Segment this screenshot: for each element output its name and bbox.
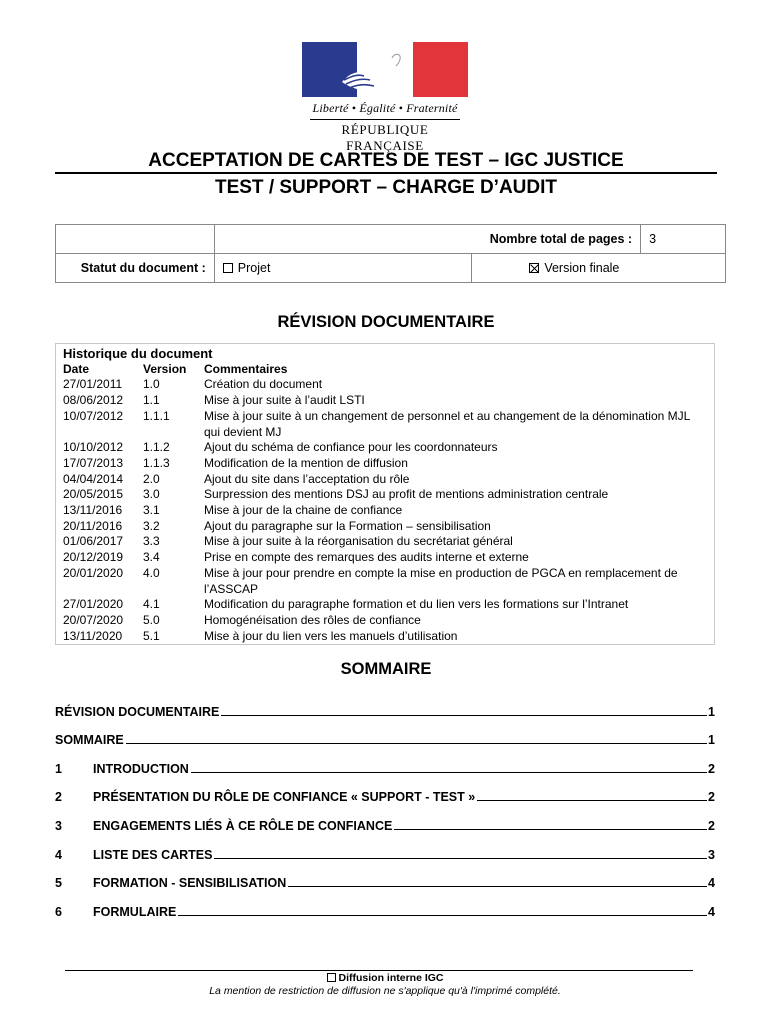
empty-cell — [56, 225, 215, 254]
column-header-date: Date — [63, 361, 90, 376]
history-date: 13/11/2016 — [63, 503, 123, 518]
history-comment: Ajout du site dans l’acceptation du rôle — [204, 471, 410, 486]
toc-leader-line — [394, 829, 707, 830]
history-title: Historique du document — [63, 346, 213, 361]
history-date: 10/10/2012 — [63, 440, 124, 455]
history-rows — [63, 377, 707, 644]
document-status-table — [55, 224, 726, 283]
history-row — [63, 487, 707, 503]
history-row — [63, 519, 707, 535]
toc-entry-number: 3 — [55, 818, 62, 833]
history-date: 20/01/2020 — [63, 565, 124, 580]
toc-leader-line — [214, 858, 707, 859]
diffusion-label: Diffusion interne IGC — [338, 972, 444, 984]
history-row — [63, 456, 707, 472]
toc-entry-page: 1 — [708, 704, 715, 719]
toc-entry[interactable] — [55, 776, 715, 805]
toc-entry[interactable] — [55, 833, 715, 862]
toc-entry-number: 6 — [55, 904, 62, 919]
history-row — [63, 629, 707, 645]
toc-entry-number: 1 — [55, 761, 62, 776]
history-version: 3.3 — [143, 534, 160, 549]
history-comment: Modification du paragraphe formation et du lien vers les formations sur l’Intranet — [204, 597, 629, 612]
history-comment: Modification de la mention de diffusion — [204, 455, 408, 470]
history-comment: Surpression des mentions DSJ au profit de mentions administration centrale — [204, 487, 609, 502]
republic-name: RÉPUBLIQUE FRANÇAISE — [341, 122, 429, 153]
history-version: 3.2 — [143, 518, 160, 533]
checkbox-unchecked-icon[interactable] — [223, 263, 233, 273]
history-row — [63, 440, 707, 456]
toc-entry-title[interactable]: ENGAGEMENTS LIÉS À CE RÔLE DE CONFIANCE — [93, 818, 393, 833]
history-version: 5.1 — [143, 628, 160, 643]
history-date: 20/05/2015 — [63, 487, 124, 502]
toc-entry-page: 1 — [708, 733, 715, 748]
toc-leader-line — [288, 886, 707, 887]
status-row — [56, 254, 726, 283]
toc-entry-title[interactable]: PRÉSENTATION DU RÔLE DE CONFIANCE « SUPPORT - TEST » — [93, 790, 476, 805]
history-date: 01/06/2017 — [63, 534, 124, 549]
history-date: 04/04/2014 — [63, 471, 124, 486]
motto-divider — [310, 119, 460, 120]
history-date: 20/07/2020 — [63, 612, 124, 627]
status-option-final[interactable] — [472, 254, 726, 283]
footer-divider — [65, 970, 693, 971]
history-row — [63, 613, 707, 629]
toc-entry-page: 4 — [708, 904, 715, 919]
history-comment: Mise à jour pour prendre en compte la mise en production de PGCA en remplacement de l’ASSCAP — [204, 565, 678, 596]
history-version: 4.1 — [143, 597, 160, 612]
toc-entry[interactable] — [55, 690, 715, 719]
toc-entry-title[interactable]: FORMULAIRE — [93, 904, 177, 919]
toc-entry-title[interactable]: FORMATION - SENSIBILISATION — [93, 876, 287, 891]
history-comment: Mise à jour suite à l’audit LSTI — [204, 393, 365, 408]
toc-entry-number: 4 — [55, 847, 62, 862]
history-version: 1.1.2 — [143, 440, 170, 455]
pages-label: Nombre total de pages : — [214, 225, 640, 254]
pages-value: 3 — [641, 225, 726, 254]
toc-entry[interactable] — [55, 804, 715, 833]
republique-francaise-logo — [302, 42, 468, 154]
checkbox-unchecked-icon — [327, 973, 336, 982]
history-version: 3.1 — [143, 503, 160, 518]
toc-entry-title[interactable]: LISTE DES CARTES — [93, 847, 213, 862]
history-comment: Mise à jour suite à la réorganisation du secrétariat général — [204, 534, 513, 549]
checkbox-checked-icon[interactable] — [529, 263, 539, 273]
history-row — [63, 550, 707, 566]
column-header-version: Version — [143, 361, 187, 376]
document-subtitle: TEST / SUPPORT – CHARGE D’AUDIT — [214, 177, 558, 198]
title-divider — [55, 172, 717, 174]
table-of-contents — [55, 690, 715, 919]
history-row — [63, 472, 707, 488]
history-date: 08/06/2012 — [63, 393, 124, 408]
history-comment: Prise en compte des remarques des audits interne et externe — [204, 550, 529, 565]
history-row — [63, 377, 707, 393]
history-header-row — [63, 362, 707, 378]
history-row — [63, 409, 707, 440]
history-version: 3.4 — [143, 550, 160, 565]
toc-entry-page: 4 — [708, 876, 715, 891]
revision-heading: RÉVISION DOCUMENTAIRE — [277, 313, 495, 331]
history-comment: Mise à jour du lien vers les manuels d’utilisation — [204, 628, 458, 643]
option-final-label: Version finale — [544, 261, 620, 275]
history-comment: Homogénéisation des rôles de confiance — [204, 612, 421, 627]
history-version: 3.0 — [143, 487, 160, 502]
history-row — [63, 503, 707, 519]
history-version: 2.0 — [143, 471, 160, 486]
tricolor-flag — [302, 42, 468, 97]
status-option-draft[interactable] — [214, 254, 472, 283]
history-row — [63, 566, 707, 597]
option-draft-label: Projet — [237, 261, 271, 275]
toc-entry-page: 2 — [708, 790, 715, 805]
history-version: 1.1.3 — [143, 455, 170, 470]
toc-entry[interactable] — [55, 747, 715, 776]
toc-leader-line — [477, 800, 707, 801]
history-comment: Mise à jour suite à un changement de personnel et au changement de la dénomination MJL qui devient MJ — [204, 408, 690, 439]
toc-entry-page: 2 — [708, 761, 715, 776]
diffusion-mention — [55, 972, 715, 984]
history-date: 17/07/2013 — [63, 455, 124, 470]
toc-leader-line — [191, 772, 707, 773]
diffusion-note: La mention de restriction de diffusion ne s'applique qu'à l'imprimé complété. — [209, 985, 561, 997]
history-comment: Création du document — [204, 377, 323, 392]
toc-entry-title[interactable]: RÉVISION DOCUMENTAIRE — [55, 704, 220, 719]
toc-leader-line — [178, 915, 707, 916]
history-comment: Ajout du schéma de confiance pour les coordonnateurs — [204, 440, 498, 455]
history-row — [63, 393, 707, 409]
history-date: 27/01/2011 — [63, 377, 123, 392]
toc-leader-line — [221, 715, 707, 716]
column-header-comments: Commentaires — [204, 361, 288, 376]
history-row — [63, 534, 707, 550]
toc-entry-page: 2 — [708, 818, 715, 833]
marianne-icon — [332, 44, 422, 96]
toc-entry-page: 3 — [708, 847, 715, 862]
document-history — [55, 343, 715, 645]
toc-entry-title[interactable]: INTRODUCTION — [93, 761, 189, 776]
history-version: 5.0 — [143, 612, 160, 627]
history-row — [63, 597, 707, 613]
toc-entry-number: 5 — [55, 876, 62, 891]
history-date: 20/11/2016 — [63, 518, 123, 533]
history-version: 4.0 — [143, 565, 160, 580]
history-version: 1.1 — [143, 393, 160, 408]
history-date: 13/11/2020 — [63, 628, 123, 643]
pages-row — [56, 225, 726, 254]
toc-entry[interactable] — [55, 862, 715, 891]
history-comment: Ajout du paragraphe sur la Formation – sensibilisation — [204, 518, 491, 533]
history-version: 1.0 — [143, 377, 160, 392]
history-date: 20/12/2019 — [63, 550, 124, 565]
history-version: 1.1.1 — [143, 408, 170, 423]
toc-entry-title[interactable]: SOMMAIRE — [55, 733, 124, 748]
history-comment: Mise à jour de la chaine de confiance — [204, 503, 403, 518]
toc-heading: SOMMAIRE — [340, 660, 432, 678]
motto: Liberté • Égalité • Fraternité — [312, 101, 458, 115]
status-label: Statut du document : — [56, 254, 215, 283]
toc-leader-line — [126, 743, 707, 744]
toc-entry-number: 2 — [55, 790, 62, 805]
history-date: 27/01/2020 — [63, 597, 124, 612]
history-date: 10/07/2012 — [63, 408, 124, 423]
toc-entry[interactable] — [55, 719, 715, 748]
document-title: ACCEPTATION DE CARTES DE TEST – IGC JUSTICE — [148, 150, 624, 171]
toc-entry[interactable] — [55, 890, 715, 919]
